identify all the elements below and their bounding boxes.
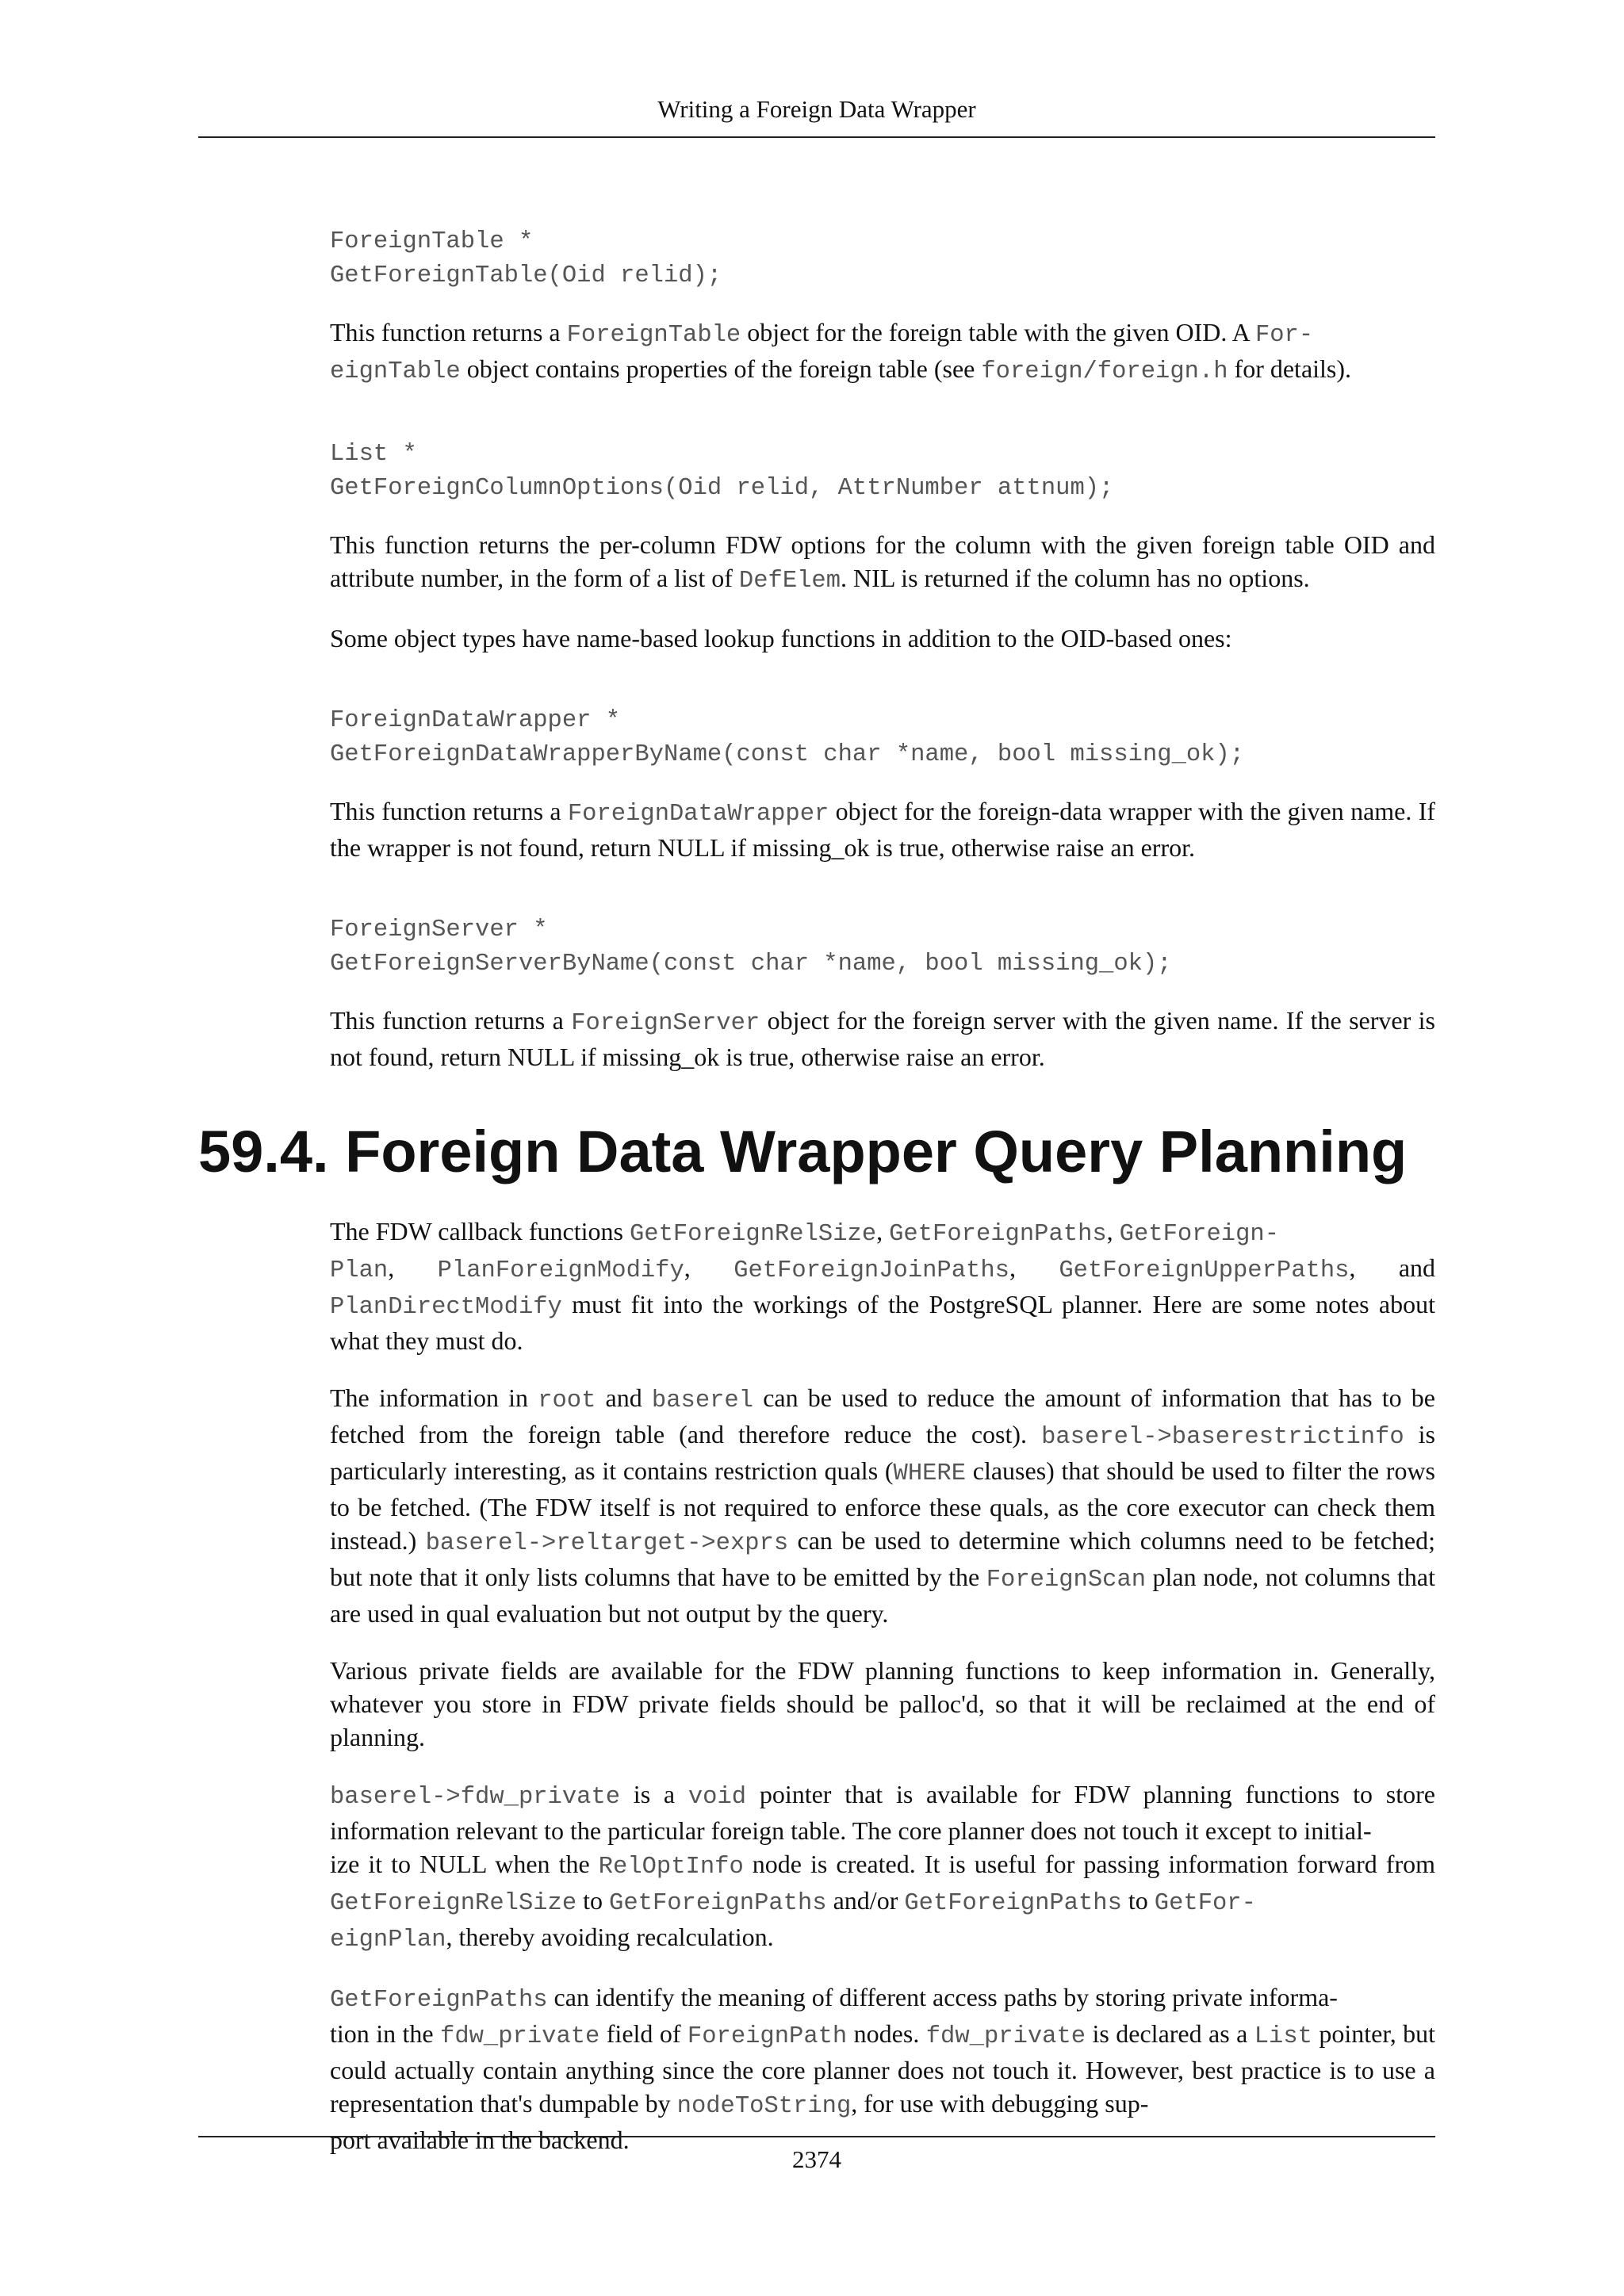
inline-code: ForeignScan — [986, 1567, 1147, 1594]
inline-code: WHERE — [893, 1460, 967, 1487]
footer-rule — [198, 2136, 1435, 2137]
inline-code: ForeignDataWrapper — [567, 801, 829, 828]
running-header: Writing a Foreign Data Wrapper — [657, 95, 976, 123]
inline-code: GetForeignRelSize — [629, 1221, 877, 1248]
para-fdw-private-pointer: baserel->fdw_private is a void pointer that is available for FDW planning functions to store information relevant to the particular foreign table. The core planner does not touch it except to initial- ize it to NULL when the RelOptInfo node is created. It is useful for passing information forward from GetForeignRelSize to GetForeignPaths and/or GetForeignPaths to GetFor- eignPlan, thereby avoiding recalculation. — [330, 1780, 1436, 1954]
inline-code: GetForeignPaths — [609, 1890, 827, 1917]
para-callback-functions: The FDW callback functions GetForeignRelSize, GetForeignPaths, GetForeign- Plan, PlanForeignModify, GetForeignJoinPaths, GetForeignUpperPaths, and PlanDirectModify must fit into the workings of the PostgreSQL planner. Here are some notes about what they must do. — [330, 1217, 1436, 1355]
inline-code: fdw_private — [440, 2023, 600, 2050]
header-rule — [198, 136, 1435, 138]
inline-code: DefElem — [738, 568, 841, 595]
inline-code: baserel — [651, 1387, 754, 1414]
inline-code: baserel->fdw_private — [330, 1784, 621, 1811]
top-content — [330, 225, 1435, 1073]
inline-code: Plan — [330, 1257, 389, 1284]
inline-code: PlanForeignModify — [437, 1257, 684, 1284]
para-column-options: This function returns the per-column FDW options for the column with the given foreign table OID and attribute number, in the form of a list of DefElem. NIL is returned if the column has no options. — [330, 530, 1435, 595]
code-get-foreign-column-options: List * GetForeignColumnOptions(Oid relid, AttrNumber attnum); — [330, 441, 1114, 502]
page-number: 2374 — [792, 2145, 841, 2173]
para-foreign-paths-private: GetForeignPaths can identify the meaning of different access paths by storing private informa- tion in the fdw_private field of ForeignPath nodes. fdw_private is declared as a List pointer, but could actually contain anything since the core planner does not touch it. However, best practice is to use a representation that's dumpable by nodeToString, for use with debugging sup- port available in the backend. — [330, 1983, 1436, 2154]
inline-code: baserel->baserestrictinfo — [1041, 1424, 1404, 1451]
inline-code: List — [1254, 2023, 1312, 2050]
para-fdw-by-name: This function returns a ForeignDataWrapper object for the foreign-data wrapper with the given name. If the wrapper is not found, return NULL if missing_ok is true, otherwise raise an error. — [330, 797, 1436, 862]
para-server-by-name: This function returns a ForeignServer object for the foreign server with the given name. If the server is not found, return NULL if missing_ok is true, otherwise raise an error. — [330, 1006, 1436, 1071]
inline-code: GetForeign- — [1119, 1221, 1280, 1248]
inline-code: GetForeignUpperPaths — [1059, 1257, 1350, 1284]
code-get-fdw-by-name: ForeignDataWrapper * GetForeignDataWrapperByName(const char *name, bool missing_ok); — [330, 707, 1245, 768]
inline-code: GetForeignPaths — [889, 1221, 1107, 1248]
para-root-baserel: The information in root and baserel can be used to reduce the amount of information that has to be fetched from the foreign table (and therefore reduce the cost). baserel->baserestrictinfo is particularly interesting, as it contains restriction quals (WHERE clauses) that should be used to filter the rows to be fetched. (The FDW itself is not required to enforce these quals, as the core executor can check them instead.) baserel->reltarget->exprs can be used to determine which columns need to be fetched; but note that it only lists columns that have to be emitted by the ForeignScan plan node, not columns that are used in qual evaluation but not output by the query. — [330, 1383, 1436, 1628]
inline-code: ForeignPath — [687, 2023, 848, 2050]
bottom-content — [330, 1215, 1435, 2156]
inline-code: eignTable — [330, 358, 461, 385]
para-foreign-table: This function returns a ForeignTable object for the foreign table with the given OID. A For- eignTable object contains properties of the foreign table (see foreign/foreign.h for details). — [330, 318, 1352, 385]
section-heading: 59.4. Foreign Data Wrapper Query Planning — [198, 1119, 1408, 1184]
inline-code: For- — [1254, 322, 1314, 349]
inline-code: PlanDirectModify — [330, 1294, 562, 1321]
inline-code: GetFor- — [1154, 1890, 1256, 1917]
para-name-based-lookup: Some object types have name-based lookup functions in addition to the OID-based ones: — [330, 624, 1232, 652]
inline-code: ForeignTable — [566, 322, 741, 349]
inline-code: fdw_private — [925, 2023, 1086, 2050]
inline-code: root — [538, 1387, 596, 1414]
inline-code: RelOptInfo — [598, 1854, 744, 1881]
inline-code: GetForeignRelSize — [330, 1890, 577, 1917]
code-get-server-by-name: ForeignServer * GetForeignServerByName(const char *name, bool missing_ok); — [330, 916, 1172, 978]
inline-code: GetForeignPaths — [904, 1890, 1122, 1917]
inline-code: foreign/foreign.h — [981, 358, 1228, 385]
para-private-fields: Various private fields are available for the FDW planning functions to keep information in. Generally, whatever you store in FDW private fields should be palloc'd, so that it will be reclaimed at the end of planning. — [330, 1656, 1435, 1751]
inline-code: GetForeignPaths — [330, 1987, 548, 2014]
inline-code: GetForeignJoinPaths — [733, 1257, 1009, 1284]
inline-code: nodeToString — [676, 2093, 852, 2120]
code-get-foreign-table: ForeignTable * GetForeignTable(Oid relid); — [330, 228, 722, 289]
inline-code: ForeignServer — [571, 1010, 760, 1037]
inline-code: eignPlan — [330, 1927, 446, 1954]
inline-code: baserel->reltarget->exprs — [425, 1530, 789, 1557]
inline-code: void — [688, 1784, 747, 1811]
